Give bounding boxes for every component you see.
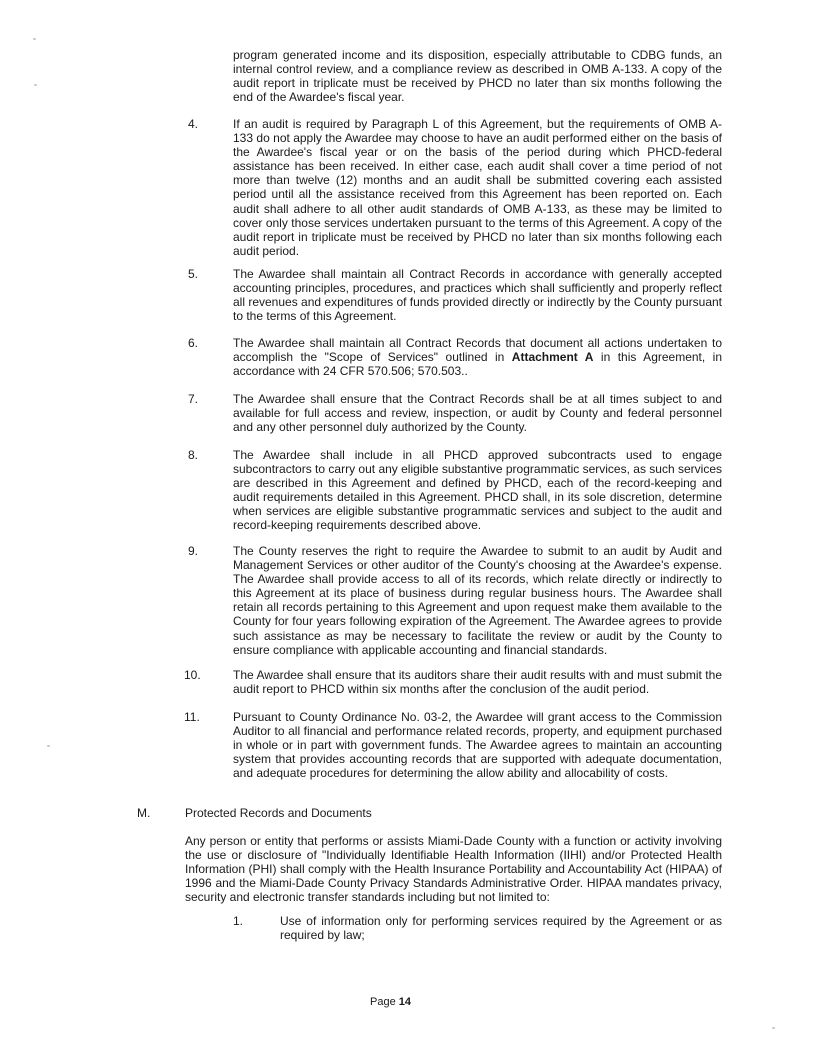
scan-speck — [34, 84, 37, 86]
item-number-10: 10. — [184, 668, 201, 682]
item-number-6: 6. — [188, 336, 199, 350]
item-text-6-part2: in this Agreement, in accordance with 24 CFR 570.506; 570.503.. — [233, 350, 723, 379]
item-number-5: 5. — [188, 267, 199, 281]
section-m-subitem-number: 1. — [233, 914, 244, 928]
item-text-6 — [233, 336, 722, 378]
item-text-6-part1: The Awardee shall maintain all Contract Records that document all actions undertaken to accomplish the "Scope of Services" outlined in — [233, 336, 722, 365]
scan-speck — [47, 745, 50, 747]
item-text-4: If an audit is required by Paragraph L of this Agreement, but the requirements of OMB A-133 do not apply the Awardee may choose to have an audit performed either on the basis of the Awardee's fiscal year or on the basis of the period during which PHCD-federal assistance has been received. In either case, each audit shall cover a time period of not more than twelve (12) months and an audit shall be submitted covering each assisted period until all the assistance received from this Agreement has been reported on. Each audit shall adhere to all other audit standards of OMB A-133, as these may be limited to cover only those services undertaken pursuant to the terms of this Agreement. A copy of the audit report in triplicate must be received by PHCD no later than six months following each audit period. — [233, 117, 722, 258]
item-text-11: Pursuant to County Ordinance No. 03-2, the Awardee will grant access to the Commission Auditor to all financial and performance related records, property, and equipment purchased in whole or in part with government funds. The Awardee agrees to maintain an accounting system that provides accounting records that are supported with adequate documentation, and adequate procedures for determining the allow ability and allocability of costs. — [233, 710, 722, 781]
item-number-7: 7. — [188, 392, 199, 406]
scan-speck — [33, 38, 36, 40]
page-label: Page — [370, 996, 396, 1008]
page-footer — [370, 996, 411, 1009]
item-number-9: 9. — [188, 544, 199, 558]
section-m-heading: Protected Records and Documents — [185, 806, 372, 820]
section-m-subitem-text: Use of information only for performing services required by the Agreement or as required by law; — [280, 914, 722, 943]
page-number: 14 — [398, 996, 412, 1008]
intro-paragraph: program generated income and its disposition, especially attributable to CDBG funds, an internal control review, and a compliance review as described in OMB A-133. A copy of the audit report in triplicate must be received by PHCD no later than six months following the end of the Awardee's fiscal year. — [233, 48, 722, 105]
item-text-7: The Awardee shall ensure that the Contract Records shall be at all times subject to and available for full access and review, inspection, or audit by County and federal personnel and any other personnel duly authorized by the County. — [233, 392, 722, 435]
item-number-4: 4. — [188, 117, 199, 131]
section-m-paragraph: Any person or entity that performs or assists Miami-Dade County with a function or activity involving the use or disclosure of "Individually Identifiable Health Information (IIHI) and/or Protected Health Information (PHI) shall comply with the Health Insurance Portability and Accountability Act (HIPAA) of 1996 and the Miami-Dade County Privacy Standards Administrative Order. HIPAA mandates privacy, security and electronic transfer standards including but not limited to: — [185, 834, 722, 905]
item-text-8: The Awardee shall include in all PHCD approved subcontracts used to engage subcontractors to carry out any eligible substantive programmatic services, as such services are described in this Agreement and defined by PHCD, each of the record-keeping and audit requirements detailed in this Agreement. PHCD shall, in its sole discretion, determine when services are eligible substantive programmatic services and subject to the audit and record-keeping requirements described above. — [233, 448, 722, 533]
item-number-8: 8. — [188, 448, 199, 462]
attachment-a-reference: Attachment A — [511, 350, 594, 365]
item-text-5: The Awardee shall maintain all Contract Records in accordance with generally accepted accounting principles, procedures, and practices which shall sufficiently and properly reflect all revenues and expenditures of funds provided directly or indirectly by the County pursuant to the terms of this Agreement. — [233, 267, 722, 324]
section-m-letter: M. — [137, 806, 151, 820]
scan-speck — [772, 1027, 775, 1029]
item-number-11: 11. — [184, 710, 200, 724]
item-text-10: The Awardee shall ensure that its auditors share their audit results with and must submit the audit report to PHCD within six months after the conclusion of the audit period. — [233, 668, 722, 697]
item-text-9: The County reserves the right to require the Awardee to submit to an audit by Audit and Management Services or other auditor of the County's choosing at the Awardee's expense. The Awardee shall provide access to all of its records, which relate directly or indirectly to this Agreement at its place of business during regular business hours. The Awardee shall retain all records pertaining to this Agreement and upon request make them available to the County for four years following expiration of the Agreement. The Awardee agrees to provide such assistance as may be necessary to facilitate the review or audit by the County to ensure compliance with applicable accounting and financial standards. — [233, 544, 722, 657]
